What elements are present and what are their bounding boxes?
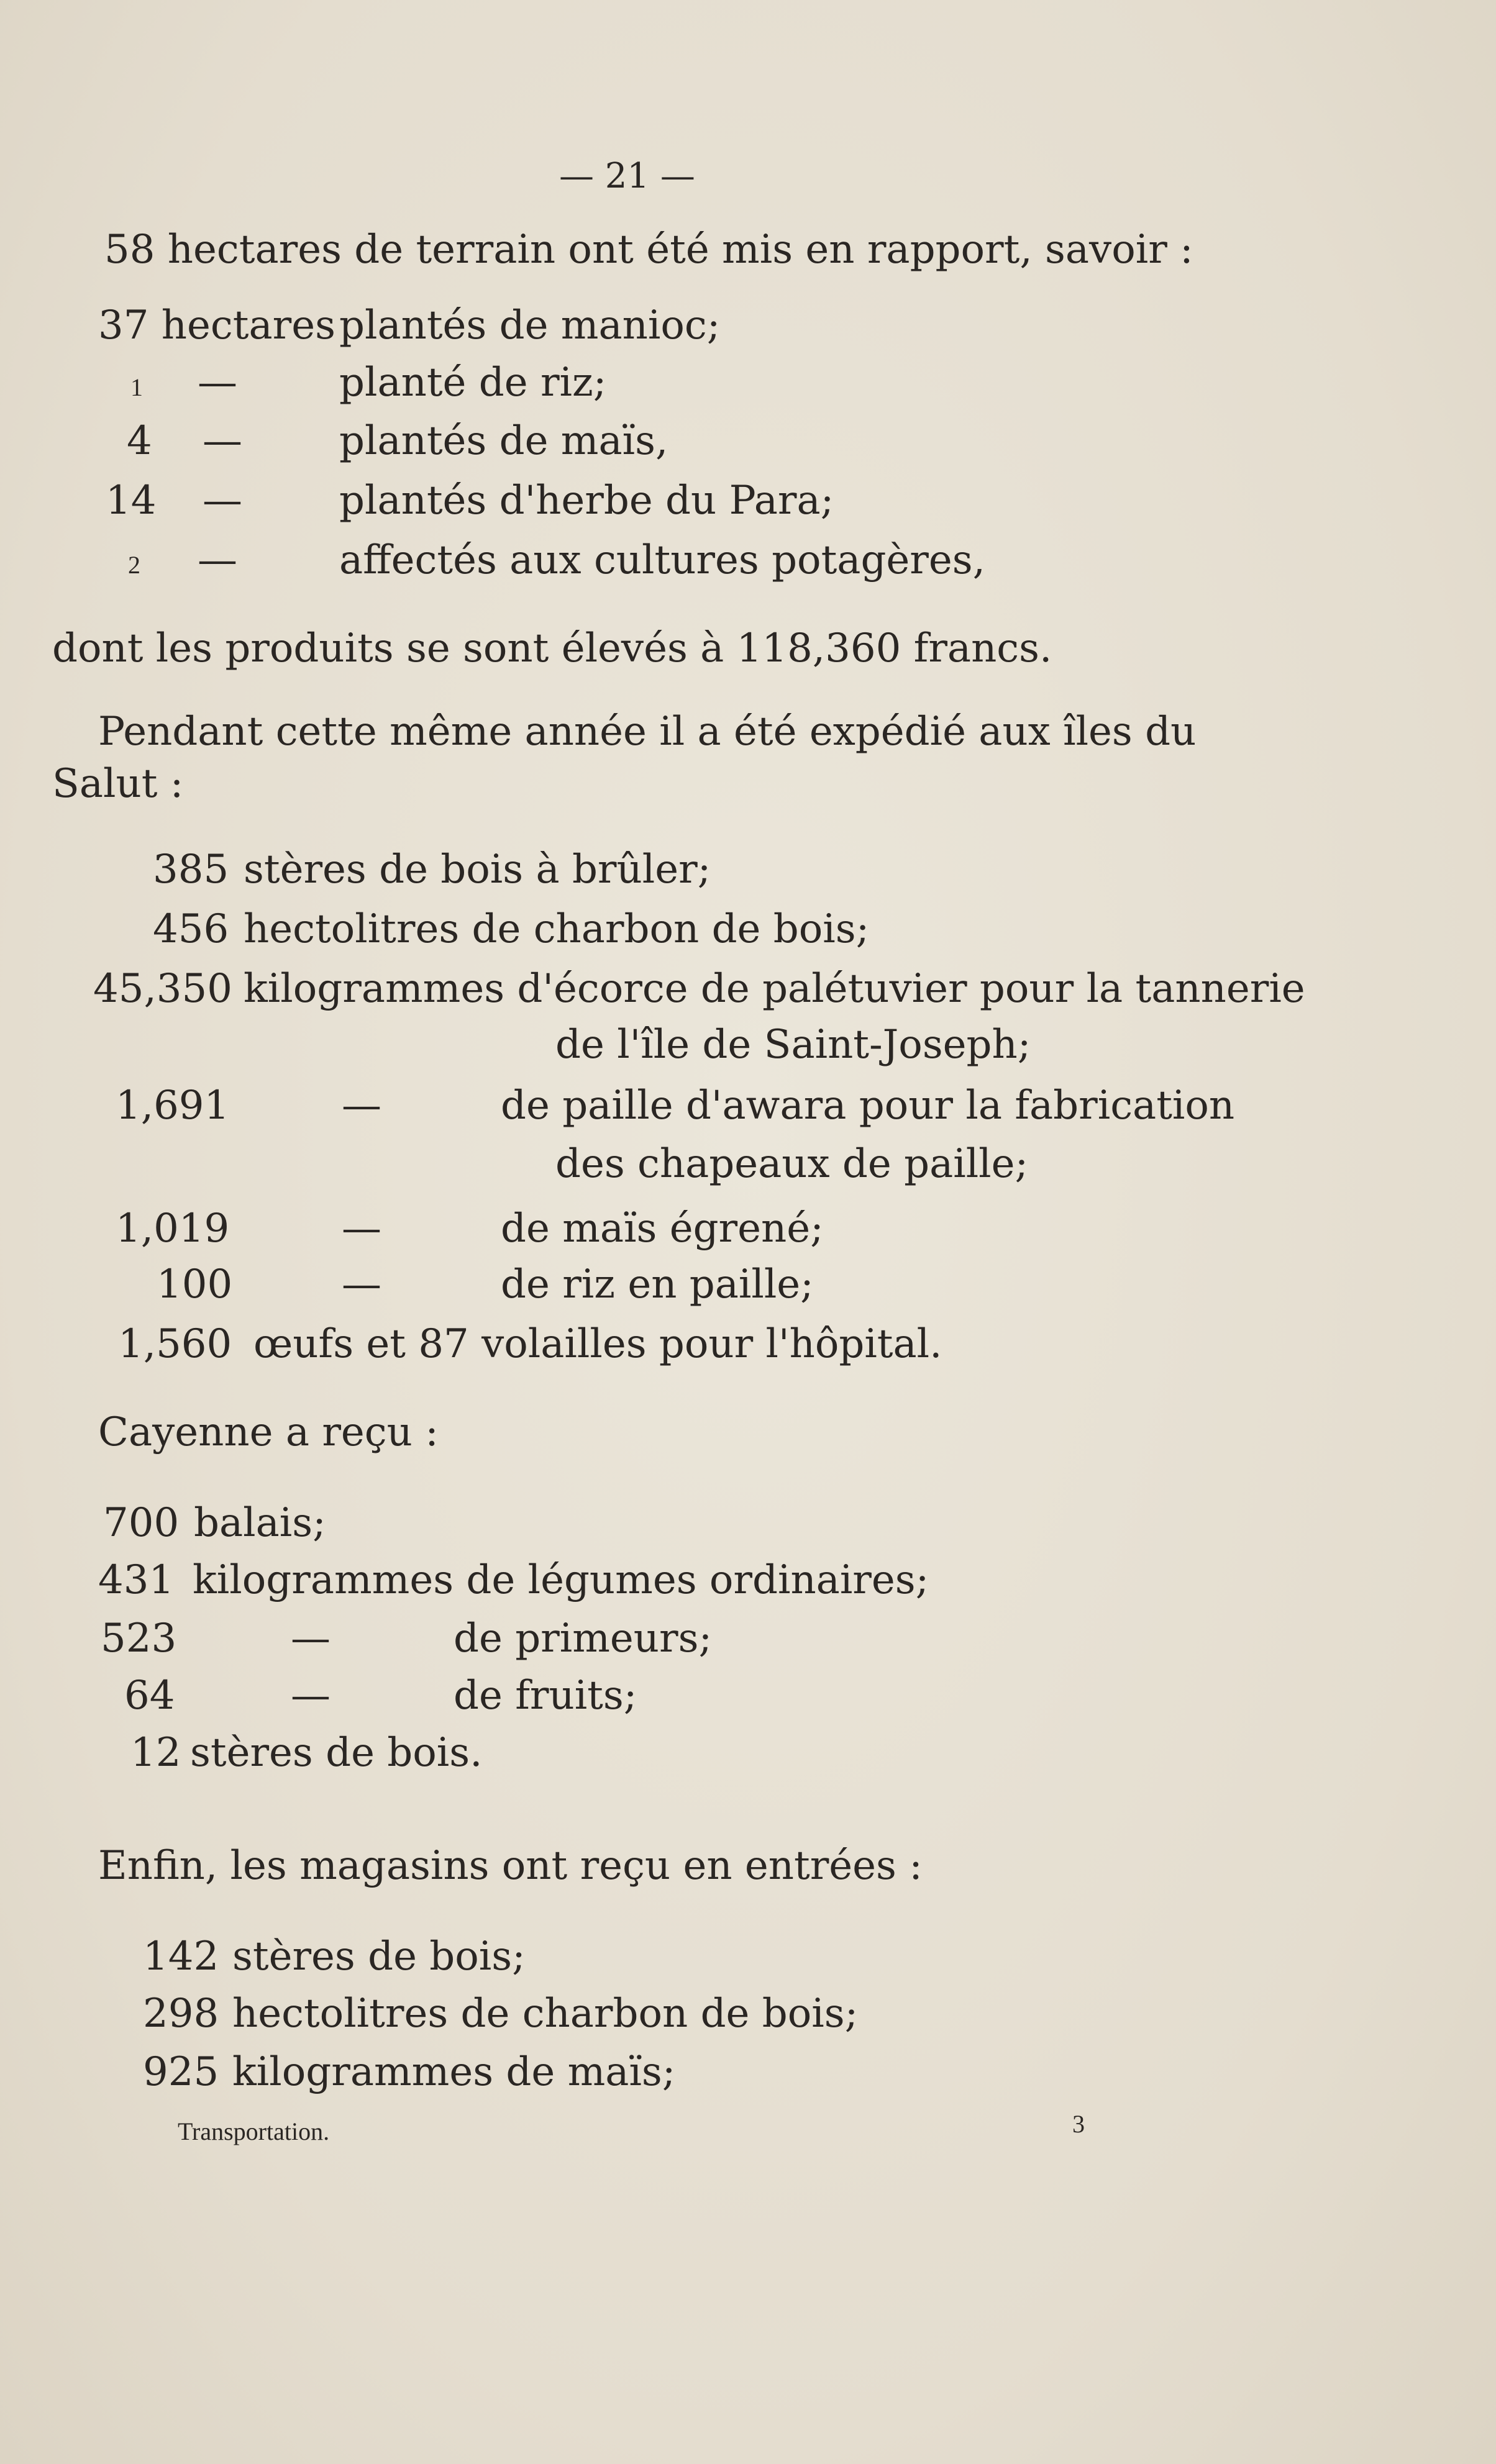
list-item-quantity: 456 (153, 906, 229, 952)
list-item-text: affectés aux cultures potagères, (339, 537, 985, 583)
item-dash: — (342, 1206, 381, 1252)
list-item-text-cont: de l'île de Saint-Joseph; (555, 1022, 1031, 1068)
list-item-text: œufs et 87 volailles pour l'hôpital. (253, 1321, 942, 1367)
list-item-text: plantés de maïs, (339, 418, 668, 464)
list-item-text: plantés de manioc; (339, 302, 721, 348)
paragraph-shipment-cont: Salut : (52, 761, 184, 807)
list-item-quantity: 64 (124, 1673, 175, 1719)
paragraph-shipment: Pendant cette même année il a été expédié aux îles du (98, 709, 1197, 755)
list-item-quantity: 700 (103, 1500, 180, 1546)
list-item-text: balais; (194, 1500, 326, 1546)
item-quantity: 14 (106, 478, 157, 524)
item-dash: — (342, 1262, 381, 1307)
list-item-quantity: 1,691 (116, 1083, 230, 1129)
list-item-quantity: 523 (101, 1616, 177, 1662)
item-quantity: 37 hectares (98, 302, 335, 348)
list-item-quantity: 431 (98, 1557, 175, 1603)
list-item (106, 476, 156, 525)
list-item-text: de primeurs; (454, 1616, 712, 1662)
footer-gathering-number: 3 (1072, 2110, 1085, 2138)
item-dash: — (203, 478, 242, 524)
item-dash: — (198, 360, 237, 406)
list-item-text: planté de riz; (339, 360, 607, 406)
list-item-text: kilogrammes de légumes ordinaires; (193, 1557, 929, 1603)
item-dash: — (291, 1616, 331, 1662)
list-item (98, 301, 335, 350)
paragraph-cayenne: Cayenne a reçu : (98, 1409, 439, 1455)
footer-signature: Transportation. (178, 2117, 330, 2145)
list-item-quantity: 142 (143, 1934, 219, 1980)
list-item-text: de maïs égrené; (501, 1206, 824, 1252)
list-item (128, 535, 140, 585)
list-item-quantity: 298 (143, 1991, 219, 2037)
item-dash: — (203, 418, 242, 464)
list-item-quantity: 385 (153, 847, 229, 893)
item-quantity: 1 (130, 373, 143, 401)
paragraph-stores: Enfin, les magasins ont reçu en entrées : (98, 1843, 923, 1889)
list-item-text-cont: des chapeaux de paille; (555, 1141, 1029, 1187)
list-item-quantity: 925 (143, 2049, 219, 2095)
list-item-text: de fruits; (454, 1673, 637, 1719)
list-item-text: de paille d'awara pour la fabrication (501, 1083, 1235, 1129)
page-number: — 21 — (559, 156, 695, 196)
list-item-text: de riz en paille; (501, 1262, 814, 1307)
list-item-quantity: 45,350 (93, 966, 232, 1012)
list-item-text: kilogrammes de maïs; (232, 2049, 676, 2095)
list-item-quantity: 12 (130, 1730, 181, 1776)
list-item-text: stères de bois; (232, 1934, 526, 1980)
item-dash: — (342, 1083, 381, 1129)
list-item (127, 416, 152, 466)
item-dash: — (198, 537, 237, 583)
list-item-text: stères de bois à brûler; (244, 847, 711, 893)
list-item-quantity: 100 (157, 1262, 233, 1307)
paragraph-total: dont les produits se sont élevés à 118,360 francs. (52, 625, 1052, 671)
list-item (130, 358, 143, 407)
list-item-text: stères de bois. (190, 1730, 483, 1776)
paragraph-intro: 58 hectares de terrain ont été mis en rapport, savoir : (104, 227, 1193, 273)
item-quantity: 2 (128, 551, 140, 579)
list-item-text: hectolitres de charbon de bois; (232, 1991, 859, 2037)
list-item-quantity: 1,019 (116, 1206, 230, 1252)
item-quantity: 4 (127, 418, 152, 464)
item-dash: — (291, 1673, 331, 1719)
list-item-text: hectolitres de charbon de bois; (244, 906, 870, 952)
list-item-quantity: 1,560 (118, 1321, 232, 1367)
list-item-text: kilogrammes d'écorce de palétuvier pour la tannerie (244, 966, 1305, 1012)
list-item-text: plantés d'herbe du Para; (339, 478, 834, 524)
